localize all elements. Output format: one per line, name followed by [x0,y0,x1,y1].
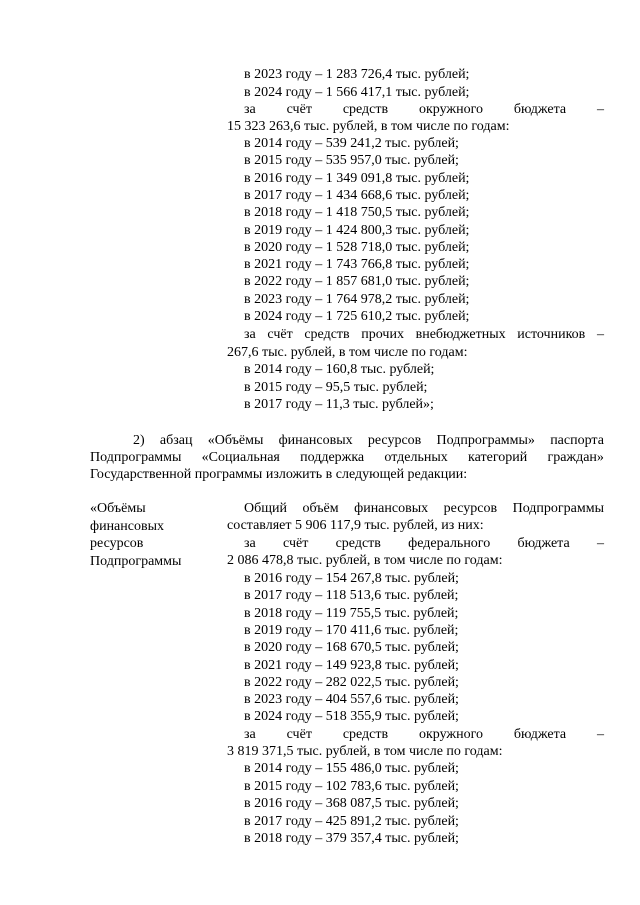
okrug-budget-total: 15 323 263,6 тыс. рублей, в том числе по годам: [227,119,510,134]
word: – [596,727,604,742]
word: средств [304,327,350,342]
federal-budget-line [244,535,604,552]
list-line: в 2022 году – 1 857 681,0 тыс. рублей; [244,274,470,290]
word: – [596,536,604,551]
word: счёт [283,536,309,551]
word: финансовых [278,433,353,448]
word: абзац [159,433,193,448]
list-line: в 2024 году – 518 355,9 тыс. рублей; [244,709,459,725]
word: средств [342,727,389,742]
list-line: в 2021 году – 1 743 766,8 тыс. рублей; [244,257,470,273]
word: отдельных [384,450,448,465]
word: за [244,536,256,551]
word: бюджета [517,536,570,551]
list-line: в 2018 году – 379 357,4 тыс. рублей; [244,831,459,846]
word: окружного [419,102,483,117]
word: ресурсов [443,501,498,516]
list-line: в 2016 году – 368 087,5 тыс. рублей; [244,796,459,811]
word: поддержка [300,450,365,465]
word: окружного [419,727,483,742]
list-line: в 2014 году – 155 486,0 тыс. рублей; [244,761,459,776]
list-line: в 2016 году – 154 267,8 тыс. рублей; [244,571,459,586]
amendment-line-1 [133,432,604,449]
list-line: в 2018 году – 1 418 750,5 тыс. рублей; [244,205,470,221]
other-sources-total: 267,6 тыс. рублей, в том числе по годам: [227,345,468,360]
word: счёт [286,102,312,117]
list-line: в 2024 году – 1 725 610,2 тыс. рублей; [244,309,470,324]
list-line: в 2015 году – 102 783,6 тыс. рублей; [244,778,459,794]
list-line: в 2017 году – 118 513,6 тыс. рублей; [244,588,459,604]
word: средств [342,102,389,117]
list-line: в 2019 году – 170 411,6 тыс. рублей; [244,622,459,638]
list-line: в 2022 году – 282 022,5 тыс. рублей; [244,674,459,690]
amendment-line-3: Государственной программы изложить в следующей редакции: [90,467,468,482]
list-line: в 2020 году – 168 670,5 тыс. рублей; [244,640,459,656]
total-volume-line [244,500,604,517]
list-line: финансовых [90,518,164,534]
word: счёт [267,327,293,342]
word: счёт [286,727,312,742]
year-line: в 2023 году – 1 283 726,4 тыс. рублей; [244,67,470,82]
okrug-budget-line [244,101,604,118]
word: за [244,102,256,117]
word: финансовых [354,501,429,516]
okrug-budget-line-2 [244,726,604,743]
word: бюджета [513,727,567,742]
list-line: в 2015 году – 535 957,0 тыс. рублей; [244,153,459,169]
word: – [596,102,604,117]
word: Подпрограммы» [436,433,535,448]
list-line: в 2023 году – 1 764 978,2 тыс. рублей; [244,291,470,307]
word: объём [302,501,339,516]
word: источников [517,327,586,342]
word: бюджета [513,102,567,117]
year-line: в 2024 году – 1 566 417,1 тыс. рублей; [244,85,470,100]
list-line: ресурсов [90,536,144,551]
list-line: в 2019 году – 1 424 800,3 тыс. рублей; [244,222,470,238]
word: за [244,727,256,742]
list-line: в 2014 году – 160,8 тыс. рублей; [244,362,435,377]
word: категорий [468,450,528,465]
word: Общий [244,501,287,516]
word: за [244,327,256,342]
word: федерального [408,536,491,551]
list-line: в 2014 году – 539 241,2 тыс. рублей; [244,136,459,151]
list-line: в 2018 году – 119 755,5 тыс. рублей; [244,605,459,621]
word: «Социальная [201,450,280,465]
list-line: Подпрограммы [90,553,182,569]
word: 2) [133,433,145,448]
list-line: в 2023 году – 404 557,6 тыс. рублей; [244,692,459,708]
word: средств [335,536,381,551]
word: прочих [361,327,404,342]
word: Подпрограммы [512,501,604,516]
word: ресурсов [367,433,422,448]
word: внебюджетных [415,327,506,342]
okrug-budget-total-2: 3 819 371,5 тыс. рублей, в том числе по годам: [227,744,503,759]
list-line: в 2015 году – 95,5 тыс. рублей; [244,379,428,395]
word: «Объёмы [207,433,264,448]
word: – [596,327,604,342]
total-volume-value: составляет 5 906 117,9 тыс. рублей, из них: [227,518,484,533]
word: Подпрограммы [90,450,182,465]
list-line: в 2017 году – 1 434 668,6 тыс. рублей; [244,187,470,203]
amendment-line-2 [90,449,604,466]
list-line: «Объёмы [90,501,146,516]
list-line: в 2016 году – 1 349 091,8 тыс. рублей; [244,170,470,186]
list-line: в 2017 году – 425 891,2 тыс. рублей; [244,813,459,829]
federal-budget-total: 2 086 478,8 тыс. рублей, в том числе по годам: [227,553,503,568]
list-line: в 2021 году – 149 923,8 тыс. рублей; [244,657,459,673]
list-line: в 2020 году – 1 528 718,0 тыс. рублей; [244,239,470,255]
list-line: в 2017 году – 11,3 тыс. рублей»; [244,397,434,412]
other-sources-line [244,326,604,343]
word: паспорта [550,433,604,448]
word: граждан» [547,450,604,465]
